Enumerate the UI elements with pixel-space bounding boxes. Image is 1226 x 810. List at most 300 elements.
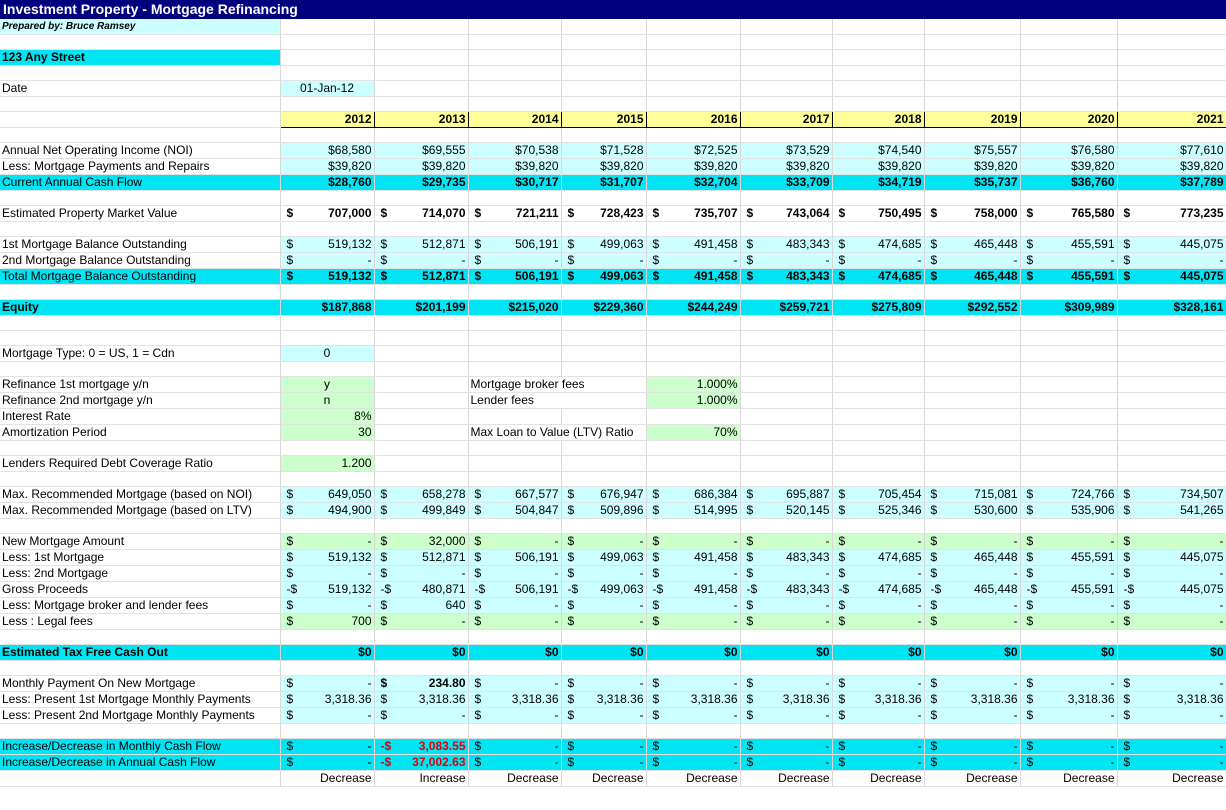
- row-label[interactable]: Estimated Tax Free Cash Out: [0, 645, 280, 661]
- row-label[interactable]: Total Mortgage Balance Outstanding: [0, 269, 280, 285]
- empty-cell[interactable]: [0, 661, 280, 676]
- empty-cell[interactable]: [740, 661, 832, 676]
- empty-cell[interactable]: [832, 425, 924, 441]
- value-cell-cash_flow-2013[interactable]: $29,735: [374, 175, 468, 191]
- value-cell-noi-2016[interactable]: $72,525: [646, 143, 740, 159]
- empty-cell[interactable]: [0, 316, 280, 331]
- empty-cell[interactable]: [924, 346, 1020, 362]
- empty-cell[interactable]: [1020, 285, 1117, 300]
- empty-cell[interactable]: [374, 331, 468, 346]
- value-cell-inc_monthly-2021[interactable]: [1117, 739, 1226, 755]
- empty-cell[interactable]: [280, 331, 374, 346]
- empty-cell[interactable]: [646, 362, 740, 377]
- empty-cell[interactable]: [468, 19, 561, 35]
- empty-cell[interactable]: [1020, 409, 1117, 425]
- empty-cell[interactable]: [280, 441, 374, 456]
- row-label[interactable]: Max. Recommended Mortgage (based on NOI): [0, 487, 280, 503]
- date-input[interactable]: 01-Jan-12: [280, 81, 374, 97]
- empty-cell[interactable]: [468, 362, 561, 377]
- empty-cell[interactable]: [374, 409, 468, 425]
- year-header-2020[interactable]: 2020: [1020, 112, 1117, 128]
- empty-cell[interactable]: [468, 519, 561, 534]
- value-cell-less_first-2013[interactable]: [374, 550, 468, 566]
- empty-cell[interactable]: [1117, 472, 1226, 487]
- empty-cell[interactable]: [561, 331, 646, 346]
- value-cell-less_present2-2014[interactable]: [468, 708, 561, 724]
- year-header-2021[interactable]: 2021: [1117, 112, 1226, 128]
- value-cell-total_bal-2019[interactable]: [924, 269, 1020, 285]
- empty-cell[interactable]: [280, 50, 374, 66]
- value-cell-cash_flow-2016[interactable]: $32,704: [646, 175, 740, 191]
- empty-cell[interactable]: [1117, 630, 1226, 645]
- empty-cell[interactable]: [1020, 97, 1117, 112]
- empty-cell[interactable]: [646, 409, 740, 425]
- value-cell-less_present1-2019[interactable]: [924, 692, 1020, 708]
- empty-cell[interactable]: [924, 316, 1020, 331]
- value-cell-fees-2021[interactable]: [1117, 598, 1226, 614]
- value-cell-max_ltv-2021[interactable]: [1117, 503, 1226, 519]
- empty-cell[interactable]: [280, 222, 374, 237]
- value-cell-total_bal-2013[interactable]: [374, 269, 468, 285]
- empty-cell[interactable]: [280, 472, 374, 487]
- value-cell-less_second-2021[interactable]: [1117, 566, 1226, 582]
- empty-cell[interactable]: [740, 393, 832, 409]
- empty-cell[interactable]: [280, 191, 374, 206]
- empty-cell[interactable]: [740, 346, 832, 362]
- empty-cell[interactable]: [280, 362, 374, 377]
- empty-cell[interactable]: [280, 97, 374, 112]
- year-header-2014[interactable]: 2014: [468, 112, 561, 128]
- value-cell-less_first-2018[interactable]: [832, 550, 924, 566]
- value-cell-less_present2-2021[interactable]: [1117, 708, 1226, 724]
- empty-cell[interactable]: [646, 66, 740, 81]
- value-cell-total_bal-2018[interactable]: [832, 269, 924, 285]
- row-label[interactable]: New Mortgage Amount: [0, 534, 280, 550]
- empty-cell[interactable]: [374, 362, 468, 377]
- value-cell-monthly_new-2021[interactable]: [1117, 676, 1226, 692]
- empty-cell[interactable]: [1020, 377, 1117, 393]
- empty-cell[interactable]: [832, 472, 924, 487]
- value-cell-mort_pay-2020[interactable]: $39,820: [1020, 159, 1117, 175]
- empty-cell[interactable]: [646, 97, 740, 112]
- empty-cell[interactable]: [832, 66, 924, 81]
- empty-cell[interactable]: [468, 222, 561, 237]
- empty-cell[interactable]: [374, 316, 468, 331]
- empty-cell[interactable]: [646, 222, 740, 237]
- value-cell-first_bal-2018[interactable]: [832, 237, 924, 253]
- value-cell-fees-2015[interactable]: [561, 598, 646, 614]
- empty-cell[interactable]: [646, 519, 740, 534]
- empty-cell[interactable]: [740, 377, 832, 393]
- empty-cell[interactable]: [561, 191, 646, 206]
- input-dcr[interactable]: 1.200: [280, 456, 374, 472]
- value-cell-equity-2018[interactable]: $275,809: [832, 300, 924, 316]
- row-label[interactable]: 1st Mortgage Balance Outstanding: [0, 237, 280, 253]
- value-cell-total_bal-2014[interactable]: [468, 269, 561, 285]
- empty-cell[interactable]: [280, 724, 374, 739]
- verdict-2020[interactable]: Decrease: [1020, 771, 1117, 787]
- empty-cell[interactable]: [924, 362, 1020, 377]
- empty-cell[interactable]: [740, 472, 832, 487]
- empty-cell[interactable]: [646, 472, 740, 487]
- empty-cell[interactable]: [1020, 472, 1117, 487]
- empty-cell[interactable]: [924, 222, 1020, 237]
- value-cell-new_mort-2020[interactable]: [1020, 534, 1117, 550]
- value-cell-second_bal-2013[interactable]: [374, 253, 468, 269]
- empty-cell[interactable]: [832, 409, 924, 425]
- value-cell-noi-2013[interactable]: $69,555: [374, 143, 468, 159]
- value-cell-less_first-2016[interactable]: [646, 550, 740, 566]
- input-amort[interactable]: 30: [280, 425, 374, 441]
- empty-cell[interactable]: [1117, 409, 1226, 425]
- value-cell-max_noi-2021[interactable]: [1117, 487, 1226, 503]
- verdict-2017[interactable]: Decrease: [740, 771, 832, 787]
- input-refi1[interactable]: y: [280, 377, 374, 393]
- value-cell-second_bal-2015[interactable]: [561, 253, 646, 269]
- value-cell-monthly_new-2014[interactable]: [468, 676, 561, 692]
- empty-cell[interactable]: [374, 724, 468, 739]
- value-cell-cash_flow-2014[interactable]: $30,717: [468, 175, 561, 191]
- empty-cell[interactable]: [740, 19, 832, 35]
- value-cell-max_ltv-2020[interactable]: [1020, 503, 1117, 519]
- label-ltv[interactable]: Max Loan to Value (LTV) Ratio: [468, 425, 646, 441]
- empty-cell[interactable]: [832, 19, 924, 35]
- empty-cell[interactable]: [832, 441, 924, 456]
- empty-cell[interactable]: [1117, 724, 1226, 739]
- empty-cell[interactable]: [374, 66, 468, 81]
- value-cell-inc_monthly-2012[interactable]: [280, 739, 374, 755]
- value-cell-inc_monthly-2020[interactable]: [1020, 739, 1117, 755]
- empty-cell[interactable]: [1117, 377, 1226, 393]
- value-cell-new_mort-2019[interactable]: [924, 534, 1020, 550]
- empty-cell[interactable]: [468, 128, 561, 143]
- value-cell-inc_monthly-2019[interactable]: [924, 739, 1020, 755]
- value-cell-noi-2017[interactable]: $73,529: [740, 143, 832, 159]
- value-cell-monthly_new-2020[interactable]: [1020, 676, 1117, 692]
- value-cell-second_bal-2012[interactable]: [280, 253, 374, 269]
- value-cell-max_noi-2012[interactable]: [280, 487, 374, 503]
- value-cell-max_noi-2014[interactable]: [468, 487, 561, 503]
- empty-cell[interactable]: [924, 19, 1020, 35]
- empty-cell[interactable]: [1020, 81, 1117, 97]
- value-cell-max_ltv-2019[interactable]: [924, 503, 1020, 519]
- empty-cell[interactable]: [1020, 441, 1117, 456]
- empty-cell[interactable]: [468, 630, 561, 645]
- empty-cell[interactable]: [0, 128, 280, 143]
- value-cell-tax_free-2020[interactable]: $0: [1020, 645, 1117, 661]
- value-cell-gross-2013[interactable]: [374, 582, 468, 598]
- row-label[interactable]: Estimated Property Market Value: [0, 206, 280, 222]
- row-label[interactable]: Less: Mortgage Payments and Repairs: [0, 159, 280, 175]
- value-cell-fees-2014[interactable]: [468, 598, 561, 614]
- value-cell-mort_pay-2021[interactable]: $39,820: [1117, 159, 1226, 175]
- value-cell-first_bal-2013[interactable]: [374, 237, 468, 253]
- empty-cell[interactable]: [374, 191, 468, 206]
- empty-cell[interactable]: [1117, 519, 1226, 534]
- row-label[interactable]: Refinance 2nd mortgage y/n: [0, 393, 280, 409]
- empty-cell[interactable]: [374, 630, 468, 645]
- value-cell-max_ltv-2018[interactable]: [832, 503, 924, 519]
- empty-cell[interactable]: [646, 441, 740, 456]
- empty-cell[interactable]: [1020, 191, 1117, 206]
- value-cell-mort_pay-2015[interactable]: $39,820: [561, 159, 646, 175]
- row-label[interactable]: Prepared by: Bruce Ramsey: [0, 19, 280, 35]
- empty-cell[interactable]: [1020, 19, 1117, 35]
- value-cell-inc_annual-2013[interactable]: [374, 755, 468, 771]
- year-header-2018[interactable]: 2018: [832, 112, 924, 128]
- empty-cell[interactable]: [1117, 19, 1226, 35]
- value-cell-fees-2013[interactable]: [374, 598, 468, 614]
- value-cell-new_mort-2018[interactable]: [832, 534, 924, 550]
- verdict-2016[interactable]: Decrease: [646, 771, 740, 787]
- empty-cell[interactable]: [1020, 456, 1117, 472]
- row-label[interactable]: [0, 771, 280, 787]
- empty-cell[interactable]: [280, 128, 374, 143]
- value-cell-mort_pay-2013[interactable]: $39,820: [374, 159, 468, 175]
- empty-cell[interactable]: [740, 409, 832, 425]
- value-cell-less_first-2014[interactable]: [468, 550, 561, 566]
- empty-cell[interactable]: [646, 724, 740, 739]
- value-cell-less_second-2015[interactable]: [561, 566, 646, 582]
- value-cell-less_present2-2013[interactable]: [374, 708, 468, 724]
- empty-cell[interactable]: [1020, 630, 1117, 645]
- empty-cell[interactable]: [561, 316, 646, 331]
- value-cell-market_value-2017[interactable]: [740, 206, 832, 222]
- empty-cell[interactable]: [740, 285, 832, 300]
- verdict-2021[interactable]: Decrease: [1117, 771, 1226, 787]
- empty-cell[interactable]: [0, 724, 280, 739]
- empty-cell[interactable]: [740, 456, 832, 472]
- empty-cell[interactable]: [1117, 316, 1226, 331]
- value-cell-less_present2-2018[interactable]: [832, 708, 924, 724]
- value-cell-equity-2020[interactable]: $309,989: [1020, 300, 1117, 316]
- value-cell-equity-2021[interactable]: $328,161: [1117, 300, 1226, 316]
- value-cell-first_bal-2016[interactable]: [646, 237, 740, 253]
- empty-cell[interactable]: [1117, 661, 1226, 676]
- empty-cell[interactable]: [740, 50, 832, 66]
- value-cell-mort_pay-2012[interactable]: $39,820: [280, 159, 374, 175]
- empty-cell[interactable]: [280, 35, 374, 50]
- empty-cell[interactable]: [924, 724, 1020, 739]
- year-header-2016[interactable]: 2016: [646, 112, 740, 128]
- value-cell-monthly_new-2018[interactable]: [832, 676, 924, 692]
- value-cell-second_bal-2018[interactable]: [832, 253, 924, 269]
- empty-cell[interactable]: [0, 362, 280, 377]
- value-cell-less_present1-2020[interactable]: [1020, 692, 1117, 708]
- verdict-2019[interactable]: Decrease: [924, 771, 1020, 787]
- value-cell-inc_monthly-2018[interactable]: [832, 739, 924, 755]
- empty-cell[interactable]: [0, 630, 280, 645]
- row-label[interactable]: Mortgage Type: 0 = US, 1 = Cdn: [0, 346, 280, 362]
- verdict-2015[interactable]: Decrease: [561, 771, 646, 787]
- value-cell-equity-2013[interactable]: $201,199: [374, 300, 468, 316]
- empty-cell[interactable]: [832, 456, 924, 472]
- value-cell-less_present1-2014[interactable]: [468, 692, 561, 708]
- row-label[interactable]: Increase/Decrease in Annual Cash Flow: [0, 755, 280, 771]
- value-cell-cash_flow-2012[interactable]: $28,760: [280, 175, 374, 191]
- empty-cell[interactable]: [646, 316, 740, 331]
- value-cell-gross-2015[interactable]: [561, 582, 646, 598]
- empty-cell[interactable]: [280, 66, 374, 81]
- empty-cell[interactable]: [561, 724, 646, 739]
- row-label[interactable]: Max. Recommended Mortgage (based on LTV): [0, 503, 280, 519]
- empty-cell[interactable]: [1117, 81, 1226, 97]
- value-cell-less_first-2012[interactable]: [280, 550, 374, 566]
- empty-cell[interactable]: [740, 331, 832, 346]
- value-cell-new_mort-2012[interactable]: [280, 534, 374, 550]
- value-cell-inc_monthly-2013[interactable]: [374, 739, 468, 755]
- value-cell-legal-2014[interactable]: [468, 614, 561, 630]
- value-cell-inc_annual-2020[interactable]: [1020, 755, 1117, 771]
- empty-cell[interactable]: [468, 66, 561, 81]
- value-cell-less_second-2016[interactable]: [646, 566, 740, 582]
- value-cell-tax_free-2021[interactable]: $0: [1117, 645, 1226, 661]
- empty-cell[interactable]: [561, 285, 646, 300]
- empty-cell[interactable]: [646, 191, 740, 206]
- empty-cell[interactable]: [1117, 222, 1226, 237]
- empty-cell[interactable]: [561, 81, 646, 97]
- empty-cell[interactable]: [924, 66, 1020, 81]
- empty-cell[interactable]: [832, 316, 924, 331]
- empty-cell[interactable]: [1020, 222, 1117, 237]
- value-cell-max_ltv-2014[interactable]: [468, 503, 561, 519]
- empty-cell[interactable]: [374, 472, 468, 487]
- value-cell-inc_annual-2021[interactable]: [1117, 755, 1226, 771]
- value-cell-total_bal-2020[interactable]: [1020, 269, 1117, 285]
- value-cell-new_mort-2016[interactable]: [646, 534, 740, 550]
- row-label[interactable]: Less: Mortgage broker and lender fees: [0, 598, 280, 614]
- value-cell-less_second-2017[interactable]: [740, 566, 832, 582]
- value-cell-second_bal-2020[interactable]: [1020, 253, 1117, 269]
- empty-cell[interactable]: [1020, 661, 1117, 676]
- empty-cell[interactable]: [1020, 393, 1117, 409]
- row-label[interactable]: Less: Present 1st Mortgage Monthly Payments: [0, 692, 280, 708]
- empty-cell[interactable]: [1020, 425, 1117, 441]
- row-label[interactable]: Less : Legal fees: [0, 614, 280, 630]
- empty-cell[interactable]: [832, 128, 924, 143]
- empty-cell[interactable]: [374, 519, 468, 534]
- empty-cell[interactable]: [740, 191, 832, 206]
- empty-cell[interactable]: [832, 285, 924, 300]
- value-cell-less_present1-2012[interactable]: [280, 692, 374, 708]
- value-cell-gross-2016[interactable]: [646, 582, 740, 598]
- empty-cell[interactable]: [468, 97, 561, 112]
- value-cell-monthly_new-2019[interactable]: [924, 676, 1020, 692]
- empty-cell[interactable]: [646, 331, 740, 346]
- empty-cell[interactable]: [1020, 331, 1117, 346]
- value-cell-noi-2019[interactable]: $75,557: [924, 143, 1020, 159]
- value-cell-monthly_new-2016[interactable]: [646, 676, 740, 692]
- empty-cell[interactable]: [374, 35, 468, 50]
- empty-cell[interactable]: [740, 724, 832, 739]
- empty-cell[interactable]: [1117, 35, 1226, 50]
- value-cell-less_second-2013[interactable]: [374, 566, 468, 582]
- empty-cell[interactable]: [832, 393, 924, 409]
- value-cell-mort_pay-2018[interactable]: $39,820: [832, 159, 924, 175]
- empty-cell[interactable]: [832, 630, 924, 645]
- value-cell-total_bal-2021[interactable]: [1117, 269, 1226, 285]
- empty-cell[interactable]: [924, 519, 1020, 534]
- empty-cell[interactable]: [740, 97, 832, 112]
- empty-cell[interactable]: [468, 50, 561, 66]
- row-label[interactable]: [0, 112, 280, 128]
- value-cell-new_mort-2013[interactable]: [374, 534, 468, 550]
- value-cell-less_first-2020[interactable]: [1020, 550, 1117, 566]
- empty-cell[interactable]: [740, 425, 832, 441]
- row-label[interactable]: 2nd Mortgage Balance Outstanding: [0, 253, 280, 269]
- value-cell-first_bal-2021[interactable]: [1117, 237, 1226, 253]
- empty-cell[interactable]: [468, 472, 561, 487]
- value-cell-legal-2017[interactable]: [740, 614, 832, 630]
- empty-cell[interactable]: [1117, 346, 1226, 362]
- row-label[interactable]: Less: 2nd Mortgage: [0, 566, 280, 582]
- empty-cell[interactable]: [924, 441, 1020, 456]
- empty-cell[interactable]: [924, 393, 1020, 409]
- empty-cell[interactable]: [1117, 97, 1226, 112]
- empty-cell[interactable]: [646, 50, 740, 66]
- empty-cell[interactable]: [280, 661, 374, 676]
- value-cell-second_bal-2017[interactable]: [740, 253, 832, 269]
- empty-cell[interactable]: [832, 81, 924, 97]
- value-cell-fees-2017[interactable]: [740, 598, 832, 614]
- value-cell-fees-2020[interactable]: [1020, 598, 1117, 614]
- empty-cell[interactable]: [832, 35, 924, 50]
- row-label[interactable]: Amortization Period: [0, 425, 280, 441]
- value-cell-less_second-2014[interactable]: [468, 566, 561, 582]
- input-refi2[interactable]: n: [280, 393, 374, 409]
- empty-cell[interactable]: [0, 331, 280, 346]
- empty-cell[interactable]: [740, 362, 832, 377]
- value-cell-noi-2014[interactable]: $70,538: [468, 143, 561, 159]
- value-cell-inc_annual-2017[interactable]: [740, 755, 832, 771]
- empty-cell[interactable]: [924, 128, 1020, 143]
- empty-cell[interactable]: [740, 128, 832, 143]
- value-cell-less_present1-2021[interactable]: [1117, 692, 1226, 708]
- empty-cell[interactable]: [0, 441, 280, 456]
- empty-cell[interactable]: [1117, 285, 1226, 300]
- value-cell-market_value-2020[interactable]: [1020, 206, 1117, 222]
- empty-cell[interactable]: [374, 97, 468, 112]
- value-cell-max_ltv-2017[interactable]: [740, 503, 832, 519]
- empty-cell[interactable]: [374, 81, 468, 97]
- value-cell-equity-2012[interactable]: $187,868: [280, 300, 374, 316]
- empty-cell[interactable]: [924, 285, 1020, 300]
- value-cell-market_value-2012[interactable]: [280, 206, 374, 222]
- empty-cell[interactable]: [561, 441, 646, 456]
- empty-cell[interactable]: [561, 472, 646, 487]
- empty-cell[interactable]: [561, 19, 646, 35]
- value-cell-monthly_new-2015[interactable]: [561, 676, 646, 692]
- value-cell-less_first-2021[interactable]: [1117, 550, 1226, 566]
- value-cell-new_mort-2017[interactable]: [740, 534, 832, 550]
- empty-cell[interactable]: [468, 456, 561, 472]
- empty-cell[interactable]: [832, 191, 924, 206]
- value-cell-inc_annual-2015[interactable]: [561, 755, 646, 771]
- value-cell-inc_monthly-2017[interactable]: [740, 739, 832, 755]
- empty-cell[interactable]: [646, 630, 740, 645]
- row-label[interactable]: Interest Rate: [0, 409, 280, 425]
- value-cell-legal-2020[interactable]: [1020, 614, 1117, 630]
- empty-cell[interactable]: [740, 441, 832, 456]
- value-cell-total_bal-2012[interactable]: [280, 269, 374, 285]
- value-cell-gross-2017[interactable]: [740, 582, 832, 598]
- value-cell-legal-2018[interactable]: [832, 614, 924, 630]
- value-cell-legal-2019[interactable]: [924, 614, 1020, 630]
- value-cell-equity-2015[interactable]: $229,360: [561, 300, 646, 316]
- value-cell-less_present2-2020[interactable]: [1020, 708, 1117, 724]
- empty-cell[interactable]: [646, 81, 740, 97]
- empty-cell[interactable]: [1020, 35, 1117, 50]
